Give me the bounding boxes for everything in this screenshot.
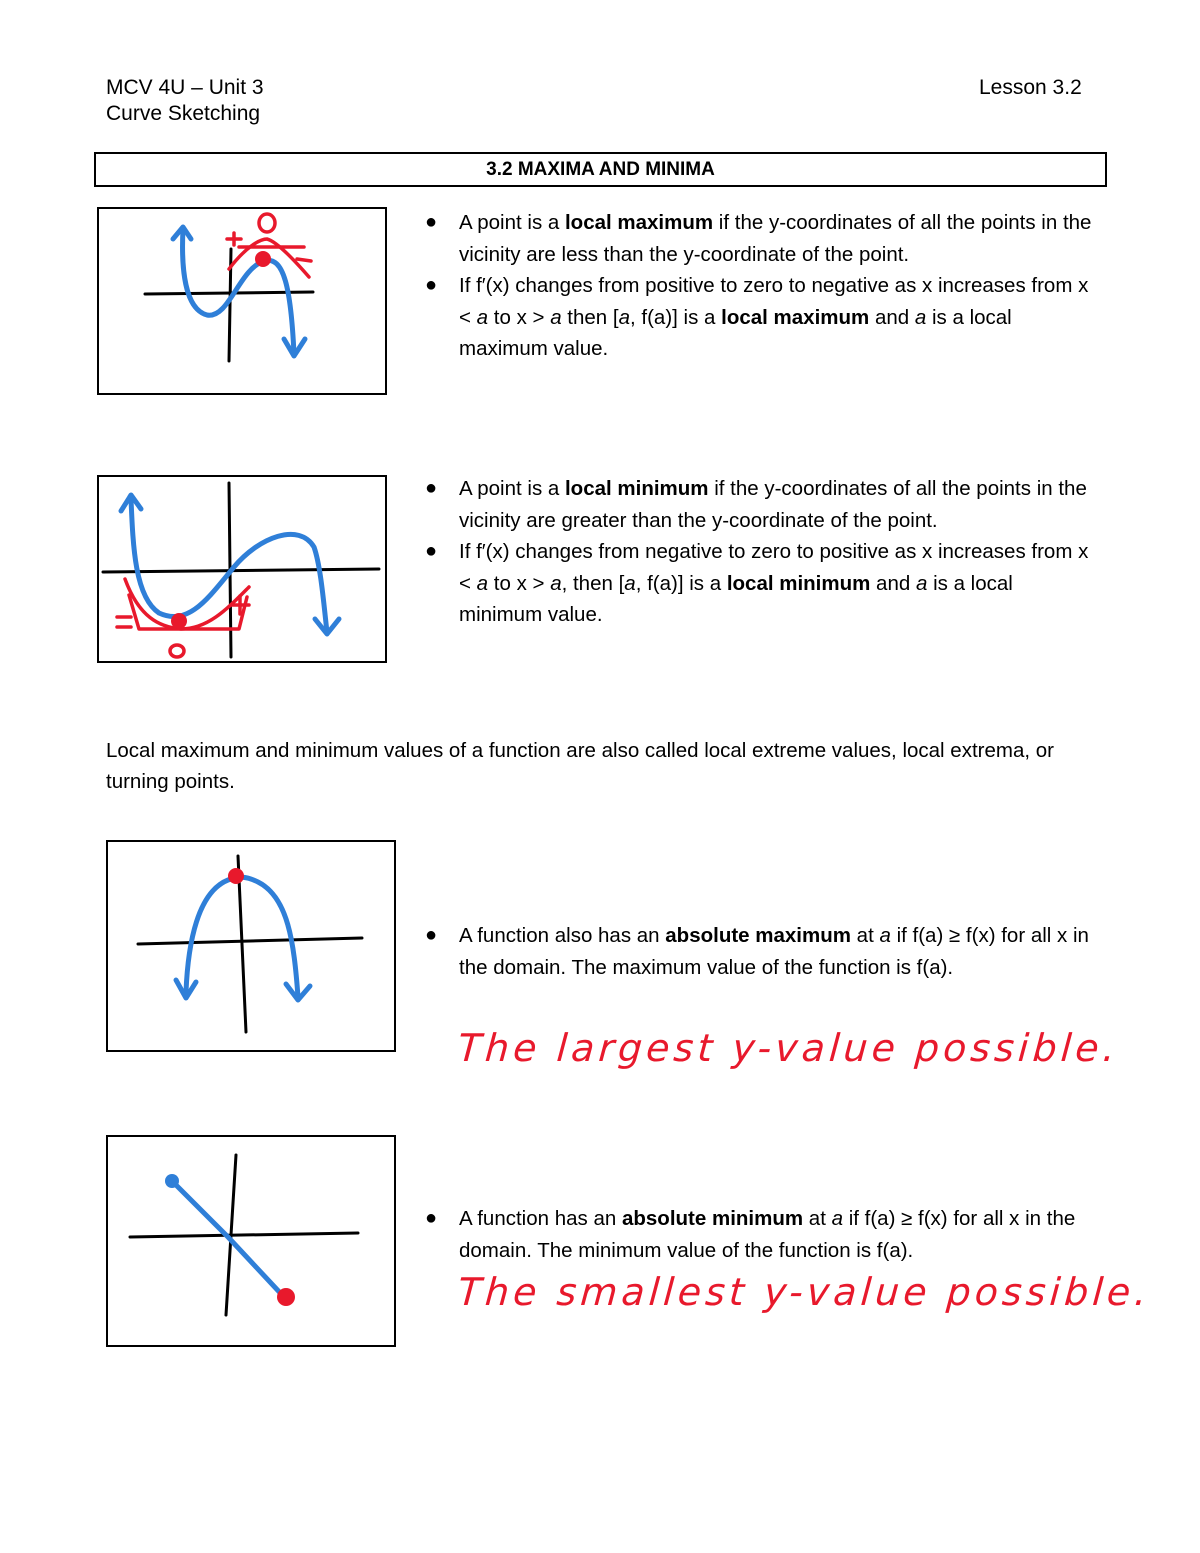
text: , f(a)] is a [630,305,722,329]
absolute-max-bullets [425,920,1099,983]
term-local-minimum: local minimum [564,477,709,500]
absolute-min-definition [425,1203,1099,1266]
var-a: a [550,571,562,595]
bullet-icon: ● [425,477,438,499]
var-a: a [550,305,562,329]
text: is a local minimum value. [459,571,1013,626]
local-max-sketch [97,207,387,395]
term-absolute-minimum: absolute minimum [621,1207,804,1230]
endpoint-start [165,1174,179,1188]
text: A function also has an [459,924,666,947]
local-min-point [171,613,187,629]
text: A point is a [459,477,565,500]
absolute-min-sketch [106,1135,396,1347]
course-title: MCV 4U – Unit 3 [106,76,264,99]
bullet-icon: ● [425,274,438,296]
term-local-maximum: local maximum [564,211,714,234]
text: to x > [488,571,551,595]
local-max-definition [425,207,1099,270]
var-a: a [915,571,928,595]
var-a: a [914,305,927,329]
term-local-maximum: local maximum [721,305,870,329]
text: then [ [561,305,619,329]
text: at [803,1207,832,1230]
text: if f(a) ≥ f(x) for all x in the domain. The maximum value of the function is f(a). [459,924,1089,979]
text: A point is a [459,211,565,234]
local-min-test [425,536,1099,631]
text: and [870,571,916,595]
text: , then [ [561,571,625,595]
text: to x > [488,305,551,329]
unit-name: Curve Sketching [106,102,261,125]
term-local-minimum: local minimum [726,571,871,595]
local-min-definition [425,473,1099,536]
absolute-max-definition [425,920,1099,983]
var-a: a [476,305,489,329]
bullet-icon: ● [425,540,438,562]
text: , f(a)] is a [635,571,727,595]
var-a: a [476,571,489,595]
section-title: 3.2 MAXIMA AND MINIMA [94,152,1107,187]
lesson-label: Lesson 3.2 [979,76,1082,99]
local-max-point [255,251,271,267]
text: If f′(x) changes from positive to zero to negative as x increases from x < [459,274,1089,329]
var-a: a [879,924,891,947]
text: at [850,924,880,947]
var-a: a [831,1207,843,1230]
term-absolute-maximum: absolute maximum [665,924,851,947]
bullet-icon: ● [425,924,438,946]
local-min-sketch [97,475,387,663]
text: A function has an [459,1207,622,1230]
var-a: a [618,305,630,329]
text: and [869,305,915,329]
bullet-icon: ● [425,211,438,233]
local-min-bullets [425,473,1099,631]
var-a: a [624,571,636,595]
local-max-bullets [425,207,1099,365]
bullet-icon: ● [425,1207,438,1229]
local-max-test [425,270,1099,365]
handwritten-smallest: The smallest y-value possible. [456,1270,1153,1314]
text: If f′(x) changes from negative to zero to positive as x increases from x < [459,540,1089,595]
handwritten-largest: The largest y-value possible. [456,1026,1121,1070]
absolute-min-point [277,1288,295,1306]
text: if the y-coordinates of all the points in the vicinity are greater than the y-coordinate of the point. [459,477,1087,532]
absolute-min-bullets [425,1203,1099,1266]
text: if the y-coordinates of all the points in the vicinity are less than the y-coordinate of the point. [459,211,1092,266]
absolute-max-sketch [106,840,396,1052]
text: is a local maximum value. [459,305,1012,360]
absolute-max-point [228,868,244,884]
text: if f(a) ≥ f(x) for all x in the domain. The minimum value of the function is f(a). [459,1207,1076,1262]
extrema-note: Local maximum and minimum values of a function are also called local extreme values, local extrema, or turning points. [106,739,1054,793]
